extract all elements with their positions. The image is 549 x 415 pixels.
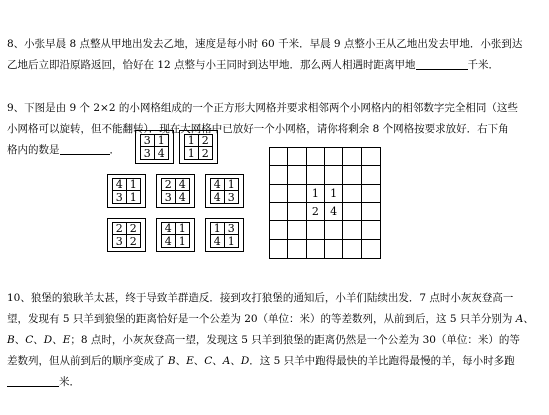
tile-cell: 4 [162,223,176,235]
order-e: E [186,355,194,367]
grid-cell [307,148,325,166]
grid-cell [288,148,306,166]
small-grid-tile [179,130,218,164]
tile-cell: 4 [157,146,165,160]
tile-cell: 3 [141,147,155,159]
grid-cell [362,221,380,239]
tile-cell: 4 [162,235,176,247]
small-grid-tile [107,218,146,252]
order-b: B [167,355,176,367]
grid-cell [288,221,306,239]
small-grid-tile [205,174,244,208]
order-d: D [240,355,250,367]
small-grid-tile [107,174,146,208]
tile-cell: 3 [113,191,127,203]
q10-line4: 差数列，但从前到后的顺序变成了 [7,355,168,367]
grid-cell [270,166,288,184]
tile-cell: 1 [227,234,235,248]
grid-cell [307,221,325,239]
grid-cell [325,221,343,239]
q9-end: ． [109,144,120,156]
sheep-c: C [25,334,34,346]
grid-cell [362,185,380,203]
grid-cell [270,240,288,258]
grid-cell [325,166,343,184]
grid-cell [307,166,325,184]
q9-line3: 格内的数是 [7,144,60,156]
grid-cell [362,203,380,221]
order-a: A [222,355,231,367]
tile-cell: 1 [185,135,199,147]
answer-blank-q10[interactable] [7,374,59,387]
tile-cell: 4 [176,179,190,191]
small-grid-tile [205,218,244,252]
tile-cell: 2 [162,179,176,191]
grid-cell [270,148,288,166]
q10-line2: 望，发现有 5 只羊到狼堡的距离恰好是一个公差为 20（单位：米）的等差数列，从前到后，这 5 只羊分别为 [7,313,516,325]
grid-cell [343,185,361,203]
tile-cell: 3 [227,190,235,204]
grid-cell [325,240,343,258]
grid-cell [288,240,306,258]
q9-line1: 9、下图是由 9 个 2×2 的小网格组成的一个正方形大网格并要求相邻两个小网格内的相邻数字完全相同（这些 [7,102,518,114]
small-grid-tile [156,218,195,252]
tile-cell: 4 [211,235,225,247]
grid-cell [362,166,380,184]
tile-cell: 1 [129,190,137,204]
big-grid [269,147,381,259]
q10-line1: 10、狼堡的狼耿羊太甚，终于导致羊群造反．接到攻打狼堡的通知后，小羊们陆续出发．7 点时小灰灰登高一 [7,292,514,304]
grid-cell [288,185,306,203]
sheep-d: D [43,334,53,346]
q8-line2: 乙地后立即沿原路返回，恰好在 12 点整与小王同时到达甲地．那么两人相遇时距离甲地 [7,59,416,71]
grid-cell [288,166,306,184]
tile-cell: 4 [211,191,225,203]
tile-cell: 4 [178,190,186,204]
tile-cell: 3 [141,135,155,147]
grid-cell [343,221,361,239]
q8-unit: 千米． [467,59,500,71]
grid-cell [270,203,288,221]
small-grid-tile [135,130,174,164]
tile-cell: 4 [113,179,127,191]
sheep-a: A [515,313,524,325]
tile-cell: 1 [185,147,199,159]
tile-cell: 1 [178,234,186,248]
tile-cell: 2 [113,223,127,235]
grid-cell-placed: 1 [307,185,325,203]
grid-cell-placed: 4 [325,203,343,221]
question-10: 10、狼堡的狼耿羊太甚，终于导致羊群造反．接到攻打狼堡的通知后，小羊们陆续出发．7 点时小灰灰登高一 望，发现有 5 只羊到狼堡的距离恰好是一个公差为 20（单位：米）的等差数列，从前到后，这 5 只羊分别为 A、 B、C、D、E；8 点时，小灰灰登高一望，发现这 5 只羊到狼堡的距离仍然是一个公差为 30（单位：米）的等 差数列，但从前到后的顺序变成了 B、E、C、A、D．这 5 只羊中跑得最快的羊比跑得最慢的羊，每小时多跑 米． [7,292,534,388]
small-grid-tile [156,174,195,208]
q10-line4-b: ．这 5 只羊中跑得最快的羊比跑得最慢的羊，每小时多跑 [249,355,515,367]
tile-cell: 1 [155,135,169,147]
grid-cell [325,148,343,166]
grid-cell [343,148,361,166]
tile-cell: 3 [225,223,239,235]
tile-cell: 2 [129,234,137,248]
tile-cell: 2 [201,146,209,160]
q8-line1: 8、小张早晨 8 点整从甲地出发去乙地，速度是每小时 60 千米．早晨 9 点整小王从乙地出发去甲地．小张到达 [7,38,523,50]
grid-cell [270,221,288,239]
grid-cell [307,240,325,258]
q10-line3: ；8 点时，小灰灰登高一望，发现这 5 只羊到狼堡的距离仍然是一个公差为 30（单位：米）的等 [70,334,520,346]
tile-cell: 2 [127,223,141,235]
tile-cell: 1 [176,223,190,235]
grid-cell [362,148,380,166]
answer-blank-q8[interactable] [416,57,468,70]
grid-cell [270,185,288,203]
grid-cell-placed: 2 [307,203,325,221]
tile-cell: 2 [199,135,213,147]
grid-cell [343,166,361,184]
tile-cell: 1 [127,179,141,191]
tile-cell: 3 [162,191,176,203]
tile-cell: 4 [211,179,225,191]
grid-cell [343,203,361,221]
grid-cell [343,240,361,258]
sheep-e: E [62,334,71,346]
tile-cell: 1 [211,223,225,235]
tile-cell: 1 [225,179,239,191]
sheep-b: B [7,334,15,346]
order-c: C [204,355,213,367]
grid-cell [362,240,380,258]
grid-cell [288,203,306,221]
tile-cell: 3 [113,235,127,247]
q9-line2: 小网格可以旋转，但不能翻转）．现在大网格中已放好一个小网格，请你将剩余 8 个网格按要求放好．右下角 [7,123,509,135]
grid-cell-placed: 1 [325,185,343,203]
q10-unit: 米． [59,376,80,388]
answer-blank-q9[interactable] [60,142,110,155]
question-8 [7,34,545,76]
